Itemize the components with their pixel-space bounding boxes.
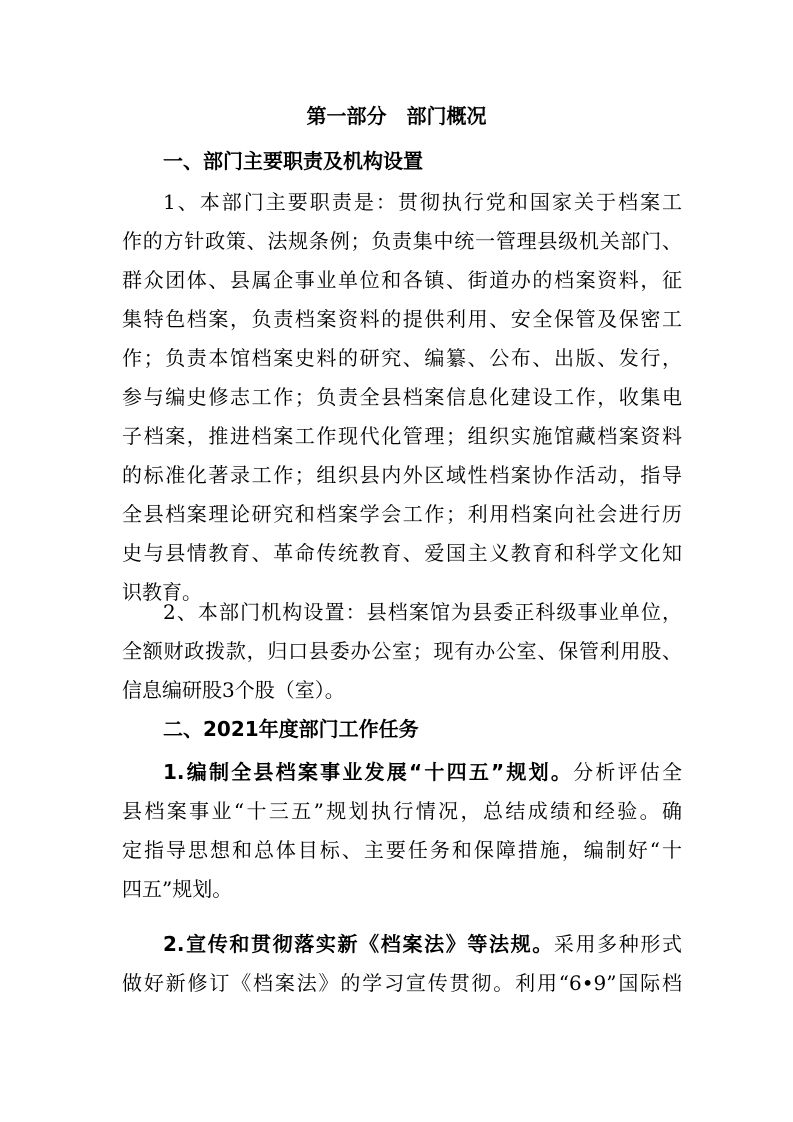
text-line <box>122 925 682 964</box>
text-line: 子档案，推进档案工作现代化管理；组织实施馆藏档案资料 <box>122 424 682 448</box>
text-line: 识教育。 <box>122 580 202 604</box>
paragraph-organization <box>122 593 682 710</box>
text-line: 全县档案理论研究和档案学会工作；利用档案向社会进行历 <box>122 502 682 526</box>
section-heading-2: 二、2021年度部门工作任务 <box>163 717 419 741</box>
paragraph-responsibilities <box>122 183 682 612</box>
text-line: 县档案事业“十三五”规划执行情况，总结成绩和经验。确 <box>122 799 682 823</box>
task-lead: 1.编制全县档案事业发展“十四五”规划。 <box>163 760 574 784</box>
task-text: 分析评估全 <box>573 760 682 784</box>
paragraph-task-2 <box>122 925 682 1003</box>
task-text: 采用多种形式 <box>553 932 683 956</box>
text-line: 作；负责本馆档案史料的研究、编纂、公布、出版、发行， <box>122 346 682 370</box>
text-line: 四五”规划。 <box>122 877 233 901</box>
text-line: 做好新修订《档案法》的学习宣传贯彻。利用“6•9”国际档 <box>122 971 682 995</box>
text-line: 群众团体、县属企事业单位和各镇、街道办的档案资料，征 <box>122 268 682 292</box>
page-title: 第一部分 部门概况 <box>306 104 487 128</box>
section-heading-1: 一、部门主要职责及机构设置 <box>163 149 423 173</box>
text-line: 定指导思想和总体目标、主要任务和保障措施，编制好“十 <box>122 838 682 862</box>
text-line: 全额财政拨款，归口县委办公室；现有办公室、保管利用股、 <box>122 639 682 663</box>
task-lead: 2.宣传和贯彻落实新《档案法》等法规。 <box>163 932 554 956</box>
text-line: 作的方针政策、法规条例；负责集中统一管理县级机关部门、 <box>122 229 682 253</box>
text-line: 参与编史修志工作；负责全县档案信息化建设工作，收集电 <box>122 385 682 409</box>
text-line: 1、本部门主要职责是：贯彻执行党和国家关于档案工 <box>163 190 682 214</box>
text-line <box>122 753 682 792</box>
text-line: 信息编研股3个股（室）。 <box>122 678 345 702</box>
text-line: 史与县情教育、革命传统教育、爱国主义教育和科学文化知 <box>122 541 682 565</box>
text-line: 集特色档案，负责档案资料的提供利用、安全保管及保密工 <box>122 307 682 331</box>
text-line: 的标准化著录工作；组织县内外区域性档案协作活动，指导 <box>122 463 682 487</box>
paragraph-task-1 <box>122 753 682 909</box>
text-line: 2、本部门机构设置：县档案馆为县委正科级事业单位， <box>163 600 682 624</box>
